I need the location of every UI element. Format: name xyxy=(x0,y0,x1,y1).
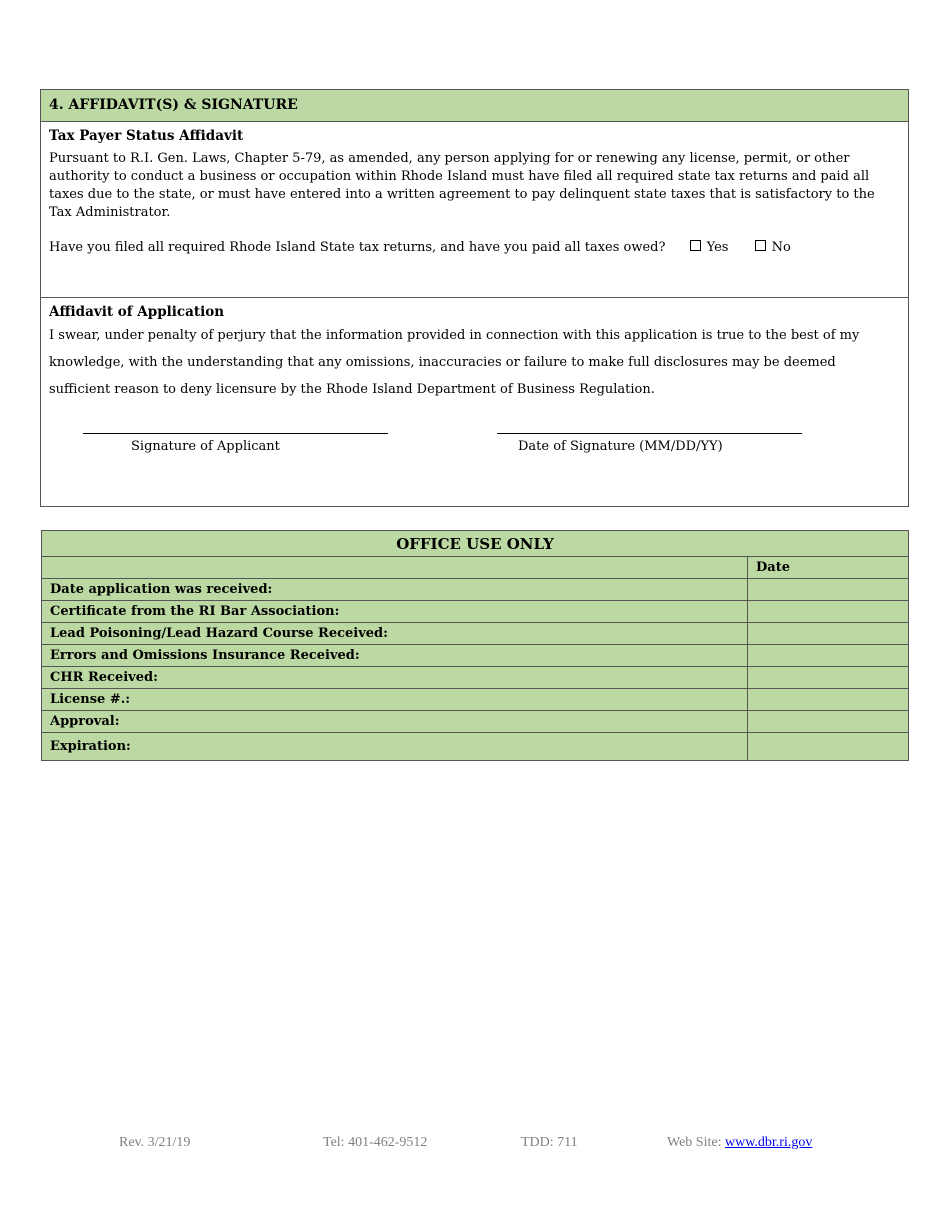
application-affidavit xyxy=(41,298,908,483)
signature-caption: Signature of Applicant xyxy=(131,439,280,454)
row-label: Expiration: xyxy=(42,733,748,761)
table-row xyxy=(42,601,909,623)
date-caption: Date of Signature (MM/DD/YY) xyxy=(518,439,723,454)
date-cell[interactable] xyxy=(748,645,909,667)
table-row xyxy=(42,579,909,601)
footer-website xyxy=(667,1135,812,1151)
row-label: CHR Received: xyxy=(42,667,748,689)
table-row xyxy=(42,689,909,711)
date-cell[interactable] xyxy=(748,667,909,689)
office-use-title: OFFICE USE ONLY xyxy=(42,531,909,557)
office-header-blank xyxy=(42,557,748,579)
tax-affidavit-text: Pursuant to R.I. Gen. Laws, Chapter 5-79, as amended, any person applying for or renewing any license, permit, or other authority to conduct a business or occupation within Rhode Island must have filed all required state tax returns and paid all taxes due to the state, or must have entered into a written agreement to pay delinquent state taxes that is satisfactory to the Tax Administrator. xyxy=(49,151,875,220)
affidavit-section xyxy=(40,89,909,507)
signature-area xyxy=(49,423,900,483)
signature-line[interactable] xyxy=(83,433,388,434)
table-row xyxy=(42,667,909,689)
office-use-table xyxy=(41,530,909,761)
date-cell[interactable] xyxy=(748,579,909,601)
date-cell[interactable] xyxy=(748,623,909,645)
tax-question-row xyxy=(49,240,900,255)
website-link[interactable]: www.dbr.ri.gov xyxy=(724,1135,813,1150)
date-cell[interactable] xyxy=(748,733,909,761)
row-label: Date application was received: xyxy=(42,579,748,601)
yes-checkbox[interactable] xyxy=(690,240,701,251)
tax-question: Have you filed all required Rhode Island State tax returns, and have you paid all taxes owed? xyxy=(49,240,666,255)
row-label: Errors and Omissions Insurance Received: xyxy=(42,645,748,667)
footer-telephone: Tel: 401-462-9512 xyxy=(323,1135,428,1150)
row-label: Approval: xyxy=(42,711,748,733)
tax-payer-affidavit xyxy=(41,122,908,298)
date-column-header: Date xyxy=(748,557,909,579)
no-checkbox[interactable] xyxy=(755,240,766,251)
row-label: Lead Poisoning/Lead Hazard Course Received: xyxy=(42,623,748,645)
date-line[interactable] xyxy=(497,433,802,434)
footer-tdd: TDD: 711 xyxy=(521,1135,578,1150)
no-label: No xyxy=(771,240,791,255)
footer-revision: Rev. 3/21/19 xyxy=(119,1135,191,1150)
application-affidavit-title: Affidavit of Application xyxy=(49,304,225,320)
table-row xyxy=(42,645,909,667)
date-cell[interactable] xyxy=(748,689,909,711)
table-row xyxy=(42,711,909,733)
tax-affidavit-title: Tax Payer Status Affidavit xyxy=(49,128,244,144)
date-cell[interactable] xyxy=(748,711,909,733)
row-label: License #.: xyxy=(42,689,748,711)
table-row xyxy=(42,733,909,761)
website-label: Web Site: xyxy=(667,1135,722,1150)
yes-label: Yes xyxy=(706,240,729,255)
section-header: 4. AFFIDAVIT(S) & SIGNATURE xyxy=(41,90,908,122)
date-cell[interactable] xyxy=(748,601,909,623)
application-affidavit-text: I swear, under penalty of perjury that the information provided in connection with this application is true to the best of my knowledge, with the understanding that any omissions, inaccuracies or failure to make full disclosures may be deemed sufficient reason to deny licensure by the Rhode Island Department of Business Regulation. xyxy=(49,328,860,397)
table-row xyxy=(42,623,909,645)
row-label: Certificate from the RI Bar Association: xyxy=(42,601,748,623)
